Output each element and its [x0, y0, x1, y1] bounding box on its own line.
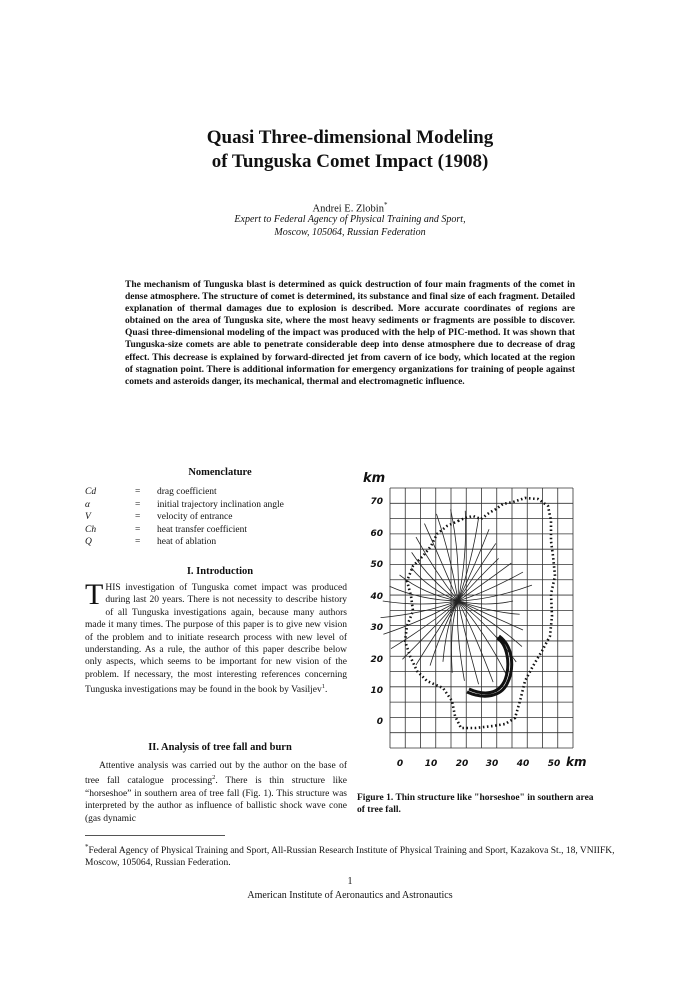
author-footnote-mark: *	[383, 201, 388, 209]
author-name: Andrei E. Zlobin	[312, 203, 384, 215]
tree-fall-line	[451, 601, 458, 673]
y-axis-ticks	[369, 497, 383, 727]
nomenclature-row	[85, 524, 355, 537]
x-tick-label: 0	[396, 759, 404, 769]
y-tick-label: 10	[370, 686, 383, 696]
title-line-1: Quasi Three-dimensional Modeling	[206, 127, 494, 148]
nomenclature-equals: =	[135, 512, 141, 523]
x-tick-label: 20	[455, 759, 469, 769]
nomenclature-symbol: Cd	[85, 487, 97, 497]
nomenclature-equals: =	[135, 524, 141, 535]
nomenclature-row	[85, 511, 355, 524]
y-tick-label: 20	[370, 655, 383, 665]
section-2-heading: II. Analysis of tree fall and burn	[148, 742, 292, 753]
nomenclature-heading: Nomenclature	[188, 467, 252, 478]
affiliation-line-1: Expert to Federal Agency of Physical Training and Sport,	[234, 214, 466, 225]
footnote-mark: *	[85, 843, 89, 851]
nomenclature-row	[85, 486, 355, 499]
map-grid	[390, 488, 573, 748]
tree-fall-line	[424, 524, 458, 601]
nomenclature-definition: drag coefficient	[157, 487, 217, 497]
reference-mark: 1	[321, 683, 325, 691]
introduction-text: HIS investigation of Tunguska comet impact was produced during last 20 years. There is not necessity to describe history of all Tunguska investigations again, because many authors made it many times. The purpose of this paper is to give new vision of the problem and to initiate research process with new level of understanding. As a rule, the author of this paper describe below only aspects, which seems to be important for new vision of the problem. If necessary, the most interesting references concerning Tunguska investigations may be found in the book by Vasiljev	[85, 583, 347, 696]
title-line-2: of Tunguska Comet Impact (1908)	[211, 151, 489, 172]
nomenclature-equals: =	[135, 487, 141, 497]
dropcap-letter: T	[85, 578, 104, 611]
section-2-text-b: . There is thin structure like “horseshoe” in southern area of tree fall (Fig. 1). This structure was interpreted by the author as influence of ballistic shock wave cone (gas dynamic	[85, 776, 347, 824]
reference-mark: 2	[212, 774, 216, 782]
y-tick-label: 60	[370, 529, 383, 539]
nomenclature-row	[85, 536, 355, 549]
x-tick-label: 30	[485, 759, 499, 769]
nomenclature-definition: heat of ablation	[157, 537, 217, 548]
nomenclature-symbol: α	[85, 499, 90, 510]
paper-title	[0, 126, 700, 174]
introduction-end: .	[324, 685, 328, 696]
tree-fall-line	[381, 601, 458, 618]
affiliation-line-2: Moscow, 105064, Russian Federation	[274, 227, 426, 238]
footer-organization: American Institute of Aeronautics and Astronautics	[247, 890, 453, 901]
y-axis-unit: km	[363, 471, 386, 486]
y-tick-label: 30	[370, 623, 383, 633]
introduction-paragraph	[85, 578, 347, 697]
nomenclature-row	[85, 499, 355, 512]
y-tick-label: 50	[370, 560, 383, 570]
nomenclature-symbol: V	[85, 512, 91, 523]
nomenclature-equals: =	[135, 537, 141, 548]
nomenclature-equals: =	[135, 499, 141, 510]
x-axis-unit: km	[566, 755, 587, 769]
nomenclature-symbol: Q	[85, 537, 92, 548]
figure-1-map	[355, 466, 605, 776]
nomenclature-definition: initial trajectory inclination angle	[157, 499, 284, 510]
nomenclature-definition: heat transfer coefficient	[157, 524, 248, 535]
nomenclature-symbol: Ch	[85, 524, 97, 535]
x-tick-label: 10	[424, 759, 438, 769]
y-tick-label: 40	[370, 592, 383, 602]
y-tick-label: 70	[370, 497, 383, 507]
abstract: The mechanism of Tunguska blast is determined as quick destruction of four main fragments of the comet in dense atmosphere. The structure of comet is determined, its substance and final size of each fragment. Detailed explanation of thermal damages due to explosion is described. More accurate coordinates of regions are obtained on the area of Tunguska site, where the most heavy sediments or fragments are possible to discover. Quasi three-dimensional modeling of the impact was produced with the help of PIC-method. It was shown that Tunguska-size comets are able to penetrate considerable deep into dense atmosphere due to decrease of drag effect. This decrease is explained by forward-directed jet from cavern of ice body, which located at the region of stagnation point. There is additional information for emergency organizations for training of people against comets and asteroids danger, its mechanical, thermal and electromagnetic influence.	[125, 280, 575, 387]
tree-fall-vector-lines	[381, 509, 532, 684]
tree-fall-line	[458, 543, 496, 601]
footnote-rule	[85, 835, 225, 836]
figure-1-caption: Figure 1. Thin structure like "horseshoe" in southern area of tree fall.	[357, 793, 594, 815]
section-2-paragraph	[85, 760, 347, 825]
introduction-heading: I. Introduction	[186, 566, 254, 577]
tree-fall-line	[391, 601, 458, 649]
nomenclature-definition: velocity of entrance	[157, 512, 233, 523]
nomenclature-list	[85, 486, 355, 549]
x-tick-label: 40	[516, 759, 530, 769]
footnote-text: Federal Agency of Physical Training and Sport, All-Russian Research Institute of Physical Training and Sport, Kazakova St., 18, VNIIFK, Moscow, 105064, Russian Federation.	[85, 846, 615, 869]
x-axis-ticks	[397, 759, 560, 769]
y-tick-label: 0	[376, 717, 383, 727]
section-2-text-a: Attentive analysis was carried out by the author on the base of tree fall catalogue processing	[85, 761, 347, 787]
x-tick-label: 50	[547, 759, 561, 769]
page-number: 1	[347, 876, 353, 887]
footnote	[85, 841, 615, 870]
